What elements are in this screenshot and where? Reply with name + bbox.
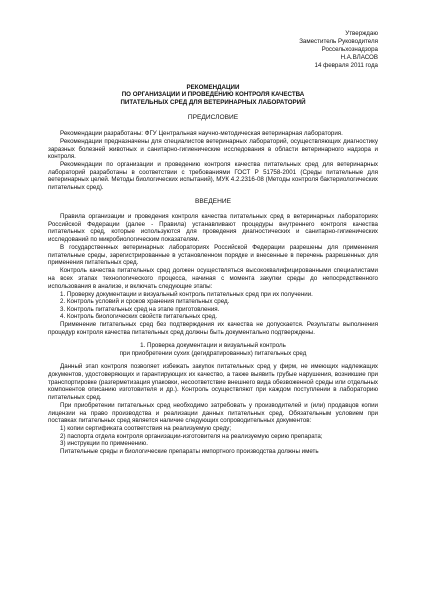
title-line: ПИТАТЕЛЬНЫХ СРЕД ДЛЯ ВЕТЕРИНАРНЫХ ЛАБОРАТОРИЙ <box>120 98 306 106</box>
intro-paragraph: Правила организации и проведения контроля качества питательных сред в ветеринарных лабораториях Российской Федерации (далее - Правила) устанавливают процедуры внутреннего контроля качества питательных сред, которые используются для проведения диагностических и санитарно-гигиенических исследований по микробиологическим показателям. <box>48 213 378 244</box>
approval-line: Н.А.ВЛАСОВ <box>340 53 378 61</box>
preface-heading: ПРЕДИСЛОВИЕ <box>187 114 239 122</box>
approval-block <box>48 30 378 70</box>
document-title <box>48 84 378 107</box>
required-document: 2) паспорта отдела контроля организации-изготовителя на реализуемую серию препарата; <box>60 432 323 440</box>
intro-paragraph: Контроль качества питательных сред должен осуществляться высококвалифицированными специалистами на всех этапах технологического процесса, начиная с момента закупки среды до непосредственного использования в анализе, и включать следующие этапы: <box>48 267 378 290</box>
approval-line: Россельхознадзора <box>321 45 378 53</box>
approval-line: 14 февраля 2011 года <box>314 61 378 69</box>
preface-paragraph: Рекомендации предназначены для специалистов ветеринарных лабораторий, осуществляющих диагностику заразных болезней животных и санитарно-гигиенические исследования в области ветеринарного надзора и контроля. <box>48 138 378 161</box>
preface-paragraph: Рекомендации по организации и проведению контроля качества питательных сред для ветеринарных лабораторий разработаны в соответствии с требованиями ГОСТ Р 51758-2001 (Среды питательные для ветеринарных целей. Методы биологических испытаний), МУК 4.2.2316-08 (Методы контроля бактериологических питательных сред). <box>48 161 378 192</box>
section1-heading-line: 1. Проверка документации и визуальный контроль <box>140 342 286 350</box>
approval-line: Заместитель Руководителя <box>299 37 378 45</box>
title-line: РЕКОМЕНДАЦИИ <box>186 83 240 91</box>
required-document: 1) копии сертификата соответствия на реализуемую среду; <box>60 425 232 433</box>
section1-paragraph: При приобретении питательных сред необходимо затребовать у производителей и (или) продавцов копии лицензии на право производства и реализации данных питательных сред. Обязательным условием при поставках питательных сред является наличие следующих сопроводительных документов: <box>48 401 378 425</box>
control-step: 4. Контроль биологических свойств питательных сред. <box>60 313 218 321</box>
intro-heading: ВВЕДЕНИЕ <box>195 197 231 205</box>
preface-paragraph: Рекомендации разработаны: ФГУ Центральная научно-методическая ветеринарная лаборатория. <box>60 129 343 137</box>
intro-paragraph: В государственных ветеринарных лабораториях Российской Федерации разрешены для применения питательные среды, зарегистрированные в установленном порядке и внесенные в перечень разрешенных для применения питательных сред. <box>48 244 378 267</box>
control-step: 2. Контроль условий и сроков хранения питательных сред. <box>60 298 230 306</box>
section1-tail: Питательные среды и биологические препараты импортного производства должны иметь <box>60 447 319 455</box>
required-document: 3) инструкции по применению. <box>60 440 148 448</box>
control-step: 1. Проверку документации и визуальный контроль питательных сред при их получении. <box>60 290 313 298</box>
intro-closing: Применение питательных сред без подтверждения их качества не допускается. Результаты выполнения процедур контроля качества питательных сред должны быть документально подтверждены. <box>48 321 378 336</box>
approval-line: Утверждаю <box>345 30 378 37</box>
title-line: ПО ОРГАНИЗАЦИИ И ПРОВЕДЕНИЮ КОНТРОЛЯ КАЧЕСТВА <box>121 91 305 99</box>
section1-heading-line: при приобретении сухих (дегидратированных) питательных сред <box>119 349 307 357</box>
section1-paragraph: Данный этап контроля позволяет избежать закупок питательных сред у фирм, не имеющих надлежащих документов, удостоверяющих и гарантирующих их качество, а также выявить грубые нарушения, возникшие при транспортировке (разгерметизация упаковки, несоответствие внешнего вида обезвоженной среды или отдельных компонентов описанию изготовителя и др.). Контроль осуществляют при каждом поступлении в лабораторию питательных сред. <box>48 363 378 401</box>
section1-heading <box>48 342 378 357</box>
control-step: 3. Контроль питательных сред на этапе приготовления. <box>60 305 220 313</box>
